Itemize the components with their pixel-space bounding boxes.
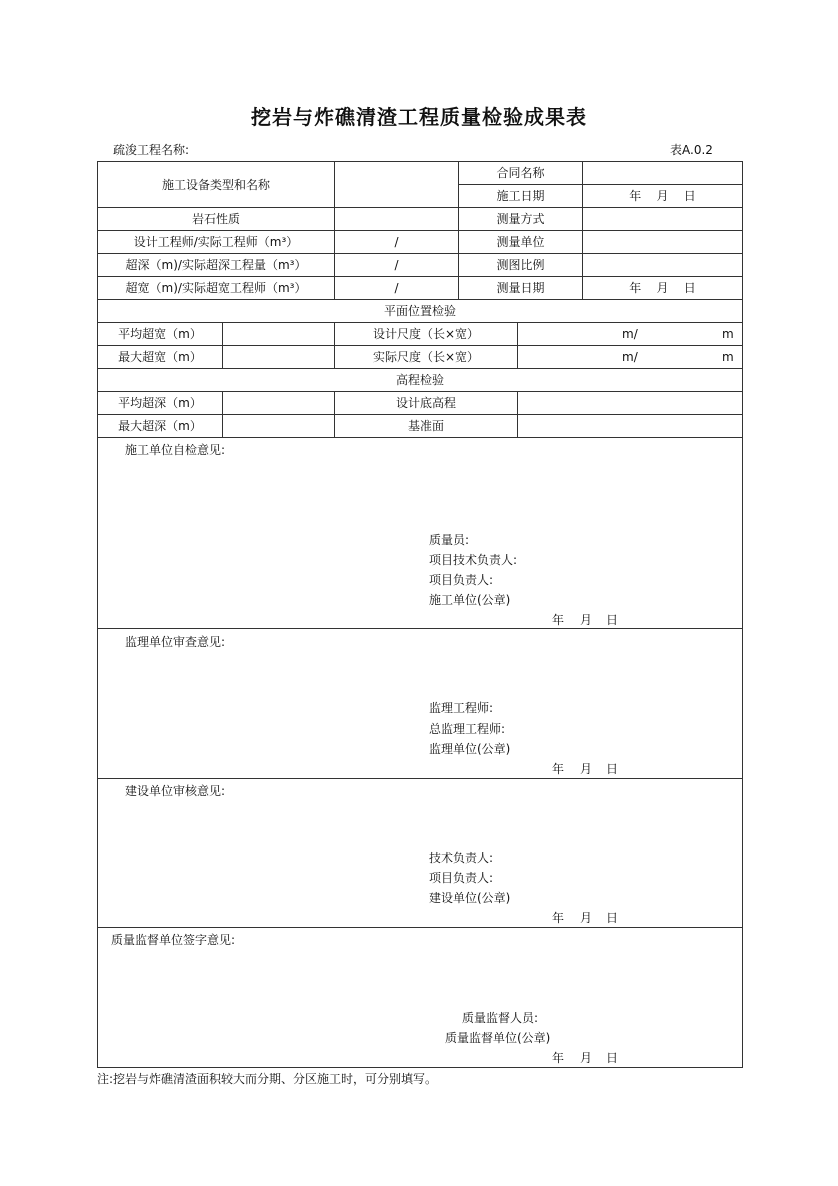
- actual-size-field[interactable]: [518, 346, 743, 369]
- year: 年: [552, 911, 565, 925]
- contract-name-field[interactable]: [583, 162, 743, 185]
- survey-unit-field[interactable]: [583, 231, 743, 254]
- drawing-scale-field[interactable]: [583, 254, 743, 277]
- contractor-opinion-section[interactable]: [98, 438, 743, 629]
- year: 年: [629, 189, 642, 203]
- year: 年: [552, 613, 565, 627]
- design-size-field[interactable]: [518, 323, 743, 346]
- signature-line: 监理单位(公章): [429, 742, 511, 756]
- equipment-label: 施工设备类型和名称: [98, 162, 335, 208]
- unit-a: m/: [622, 350, 638, 364]
- signature-line: 施工单位(公章): [429, 593, 511, 607]
- max-overwidth-field[interactable]: [223, 346, 335, 369]
- plane-heading: 平面位置检验: [98, 300, 743, 323]
- avg-overwidth-label: 平均超宽（m）: [98, 323, 223, 346]
- day: 日: [683, 189, 696, 203]
- design-row-label: 设计工程师/实际工程师（m³）: [98, 231, 335, 254]
- survey-method-field[interactable]: [583, 208, 743, 231]
- survey-date-field[interactable]: [583, 277, 743, 300]
- owner-opinion-section[interactable]: [98, 779, 743, 928]
- day: 日: [606, 1051, 619, 1065]
- section-label: 质量监督单位签字意见:: [111, 933, 236, 947]
- month: 月: [580, 911, 593, 925]
- form-code: 表A.0.2: [670, 143, 713, 157]
- survey-date-label: 测量日期: [459, 277, 583, 300]
- max-overdepth-field[interactable]: [223, 415, 335, 438]
- year: 年: [552, 1051, 565, 1065]
- signature-line: 项目负责人:: [429, 871, 494, 885]
- year: 年: [552, 762, 565, 776]
- month: 月: [656, 189, 669, 203]
- overwidth-row-label: 超宽（m)/实际超宽工程师（m³）: [98, 277, 335, 300]
- section-label: 施工单位自检意见:: [125, 443, 226, 457]
- signature-line: 质量员:: [429, 533, 470, 547]
- footnote: 注:挖岩与炸礁清渣面积较大而分期、分区施工时，可分别填写。: [97, 1072, 438, 1086]
- signature-line: 项目负责人:: [429, 573, 494, 587]
- avg-overdepth-label: 平均超深（m）: [98, 392, 223, 415]
- contract-name-label: 合同名称: [459, 162, 583, 185]
- avg-overdepth-field[interactable]: [223, 392, 335, 415]
- datum-field[interactable]: [518, 415, 743, 438]
- design-bottom-field[interactable]: [518, 392, 743, 415]
- avg-overwidth-field[interactable]: [223, 323, 335, 346]
- signature-line: 项目技术负责人:: [429, 553, 518, 567]
- signature-line: 总监理工程师:: [429, 722, 506, 736]
- month: 月: [580, 762, 593, 776]
- elevation-heading: 高程检验: [98, 369, 743, 392]
- quality-supervision-section[interactable]: [98, 928, 743, 1068]
- page-title: 挖岩与炸礁清渣工程质量检验成果表: [251, 105, 587, 129]
- actual-size-label: 实际尺度（长×宽）: [335, 346, 518, 369]
- signature-line: 质量监督单位(公章): [445, 1031, 551, 1045]
- day: 日: [606, 762, 619, 776]
- month: 月: [656, 281, 669, 295]
- unit-b: m: [722, 350, 734, 364]
- max-overdepth-label: 最大超深（m）: [98, 415, 223, 438]
- construction-date-field[interactable]: [583, 185, 743, 208]
- signature-line: 质量监督人员:: [462, 1011, 539, 1025]
- project-name-label: 疏浚工程名称:: [113, 143, 190, 157]
- design-row-field[interactable]: /: [335, 231, 459, 254]
- year: 年: [629, 281, 642, 295]
- day: 日: [606, 613, 619, 627]
- construction-date-label: 施工日期: [459, 185, 583, 208]
- rock-field[interactable]: [335, 208, 459, 231]
- design-bottom-label: 设计底高程: [335, 392, 518, 415]
- survey-unit-label: 测量单位: [459, 231, 583, 254]
- inspection-table: [97, 161, 743, 1068]
- signature-line: 技术负责人:: [429, 851, 494, 865]
- survey-method-label: 测量方式: [459, 208, 583, 231]
- design-size-label: 设计尺度（长×宽）: [335, 323, 518, 346]
- day: 日: [683, 281, 696, 295]
- month: 月: [580, 1051, 593, 1065]
- overwidth-row-field[interactable]: /: [335, 277, 459, 300]
- section-label: 监理单位审查意见:: [125, 635, 226, 649]
- overdepth-row-label: 超深（m)/实际超深工程量（m³）: [98, 254, 335, 277]
- signature-line: 监理工程师:: [429, 701, 494, 715]
- day: 日: [606, 911, 619, 925]
- drawing-scale-label: 测图比例: [459, 254, 583, 277]
- overdepth-row-field[interactable]: /: [335, 254, 459, 277]
- supervisor-opinion-section[interactable]: [98, 629, 743, 779]
- rock-label: 岩石性质: [98, 208, 335, 231]
- section-label: 建设单位审核意见:: [125, 784, 226, 798]
- signature-line: 建设单位(公章): [429, 891, 511, 905]
- max-overwidth-label: 最大超宽（m）: [98, 346, 223, 369]
- datum-label: 基准面: [335, 415, 518, 438]
- unit-a: m/: [622, 327, 638, 341]
- equipment-field[interactable]: [335, 162, 459, 208]
- month: 月: [580, 613, 593, 627]
- unit-b: m: [722, 327, 734, 341]
